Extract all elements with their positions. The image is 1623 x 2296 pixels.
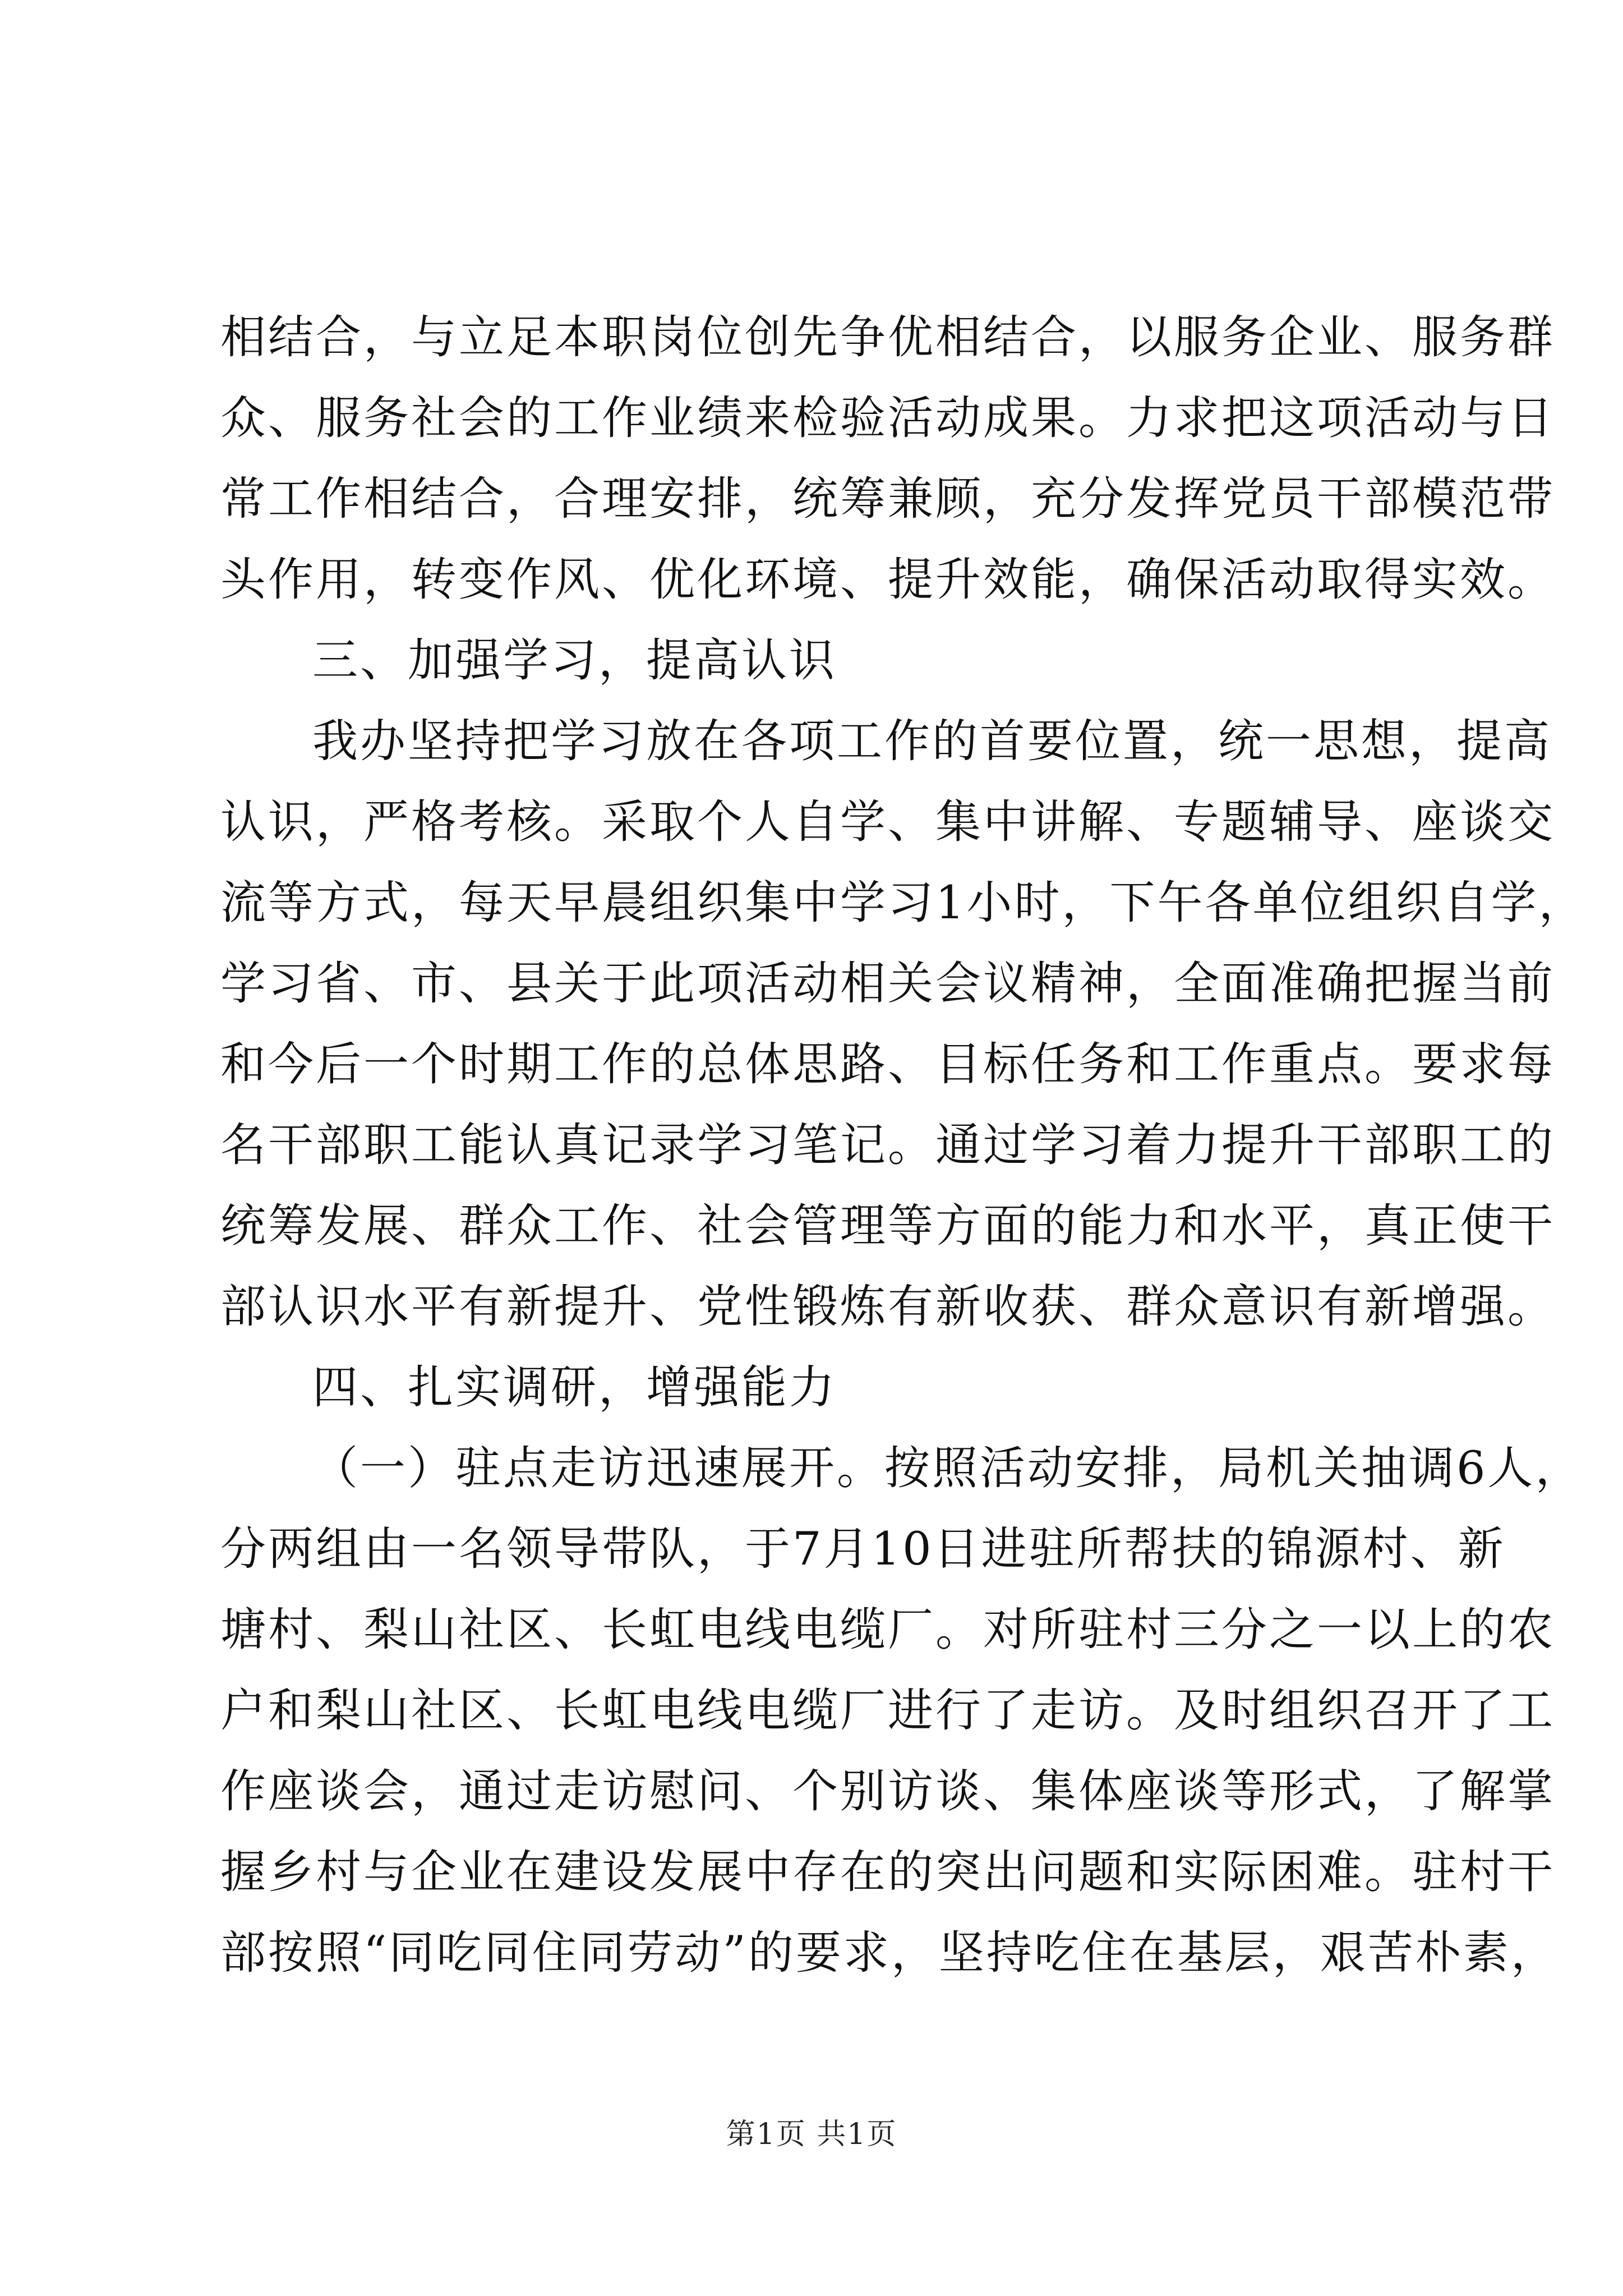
text-line: 流等方式，每天早晨组织集中学习1小时，下午各单位组织自学， — [220, 877, 1587, 930]
section-heading: 三、加强学习，提高认识 — [312, 634, 837, 687]
text-line: 部认识水平有新提升、党性锻炼有新收获、群众意识有新增强。 — [220, 1281, 1556, 1333]
paragraph-first-line: 我办坚持把学习放在各项工作的首要位置，统一思想，提高 — [312, 715, 1552, 768]
text-line: 常工作相结合，合理安排，统筹兼顾，充分发挥党员干部模范带 — [220, 473, 1556, 526]
text-line: 头作用，转变作风、优化环境、提升效能，确保活动取得实效。 — [220, 554, 1556, 606]
text-line: 握乡村与企业在建设发展中存在的突出问题和实际困难。驻村干 — [220, 1846, 1556, 1899]
section-heading: 四、扎实调研，增强能力 — [312, 1361, 837, 1414]
text-line: 和今后一个时期工作的总体思路、目标任务和工作重点。要求每 — [220, 1038, 1556, 1091]
text-line: 众、服务社会的工作业绩来检验活动成果。力求把这项活动与日 — [220, 392, 1556, 445]
text-line: 学习省、市、县关于此项活动相关会议精神，全面准确把握当前 — [220, 958, 1556, 1010]
text-line: 名干部职工能认真记录学习笔记。通过学习着力提升干部职工的 — [220, 1119, 1556, 1172]
text-line: 认识，严格考核。采取个人自学、集中讲解、专题辅导、座谈交 — [220, 796, 1556, 849]
text-line: 部按照“同吃同住同劳动”的要求，坚持吃住在基层，艰苦朴素， — [220, 1927, 1559, 1980]
text-line: 分两组由一名领导带队，于7月10日进驻所帮扶的锦源村、新 — [220, 1523, 1506, 1576]
text-line: 户和梨山社区、长虹电线电缆厂进行了走访。及时组织召开了工 — [220, 1685, 1556, 1737]
page-number-footer: 第1页 共1页 — [726, 2118, 897, 2151]
subsection-first-line: （一）驻点走访迅速展开。按照活动安排，局机关抽调6人， — [312, 1442, 1583, 1495]
text-line: 作座谈会，通过走访慰问、个别访谈、集体座谈等形式，了解掌 — [220, 1765, 1556, 1818]
text-line: 相结合，与立足本职岗位创先争优相结合，以服务企业、服务群 — [220, 311, 1556, 364]
document-body — [220, 297, 1587, 1994]
text-line: 统筹发展、群众工作、社会管理等方面的能力和水平，真正使干 — [220, 1200, 1556, 1253]
text-line: 塘村、梨山社区、长虹电线电缆厂。对所驻村三分之一以上的农 — [220, 1604, 1556, 1657]
